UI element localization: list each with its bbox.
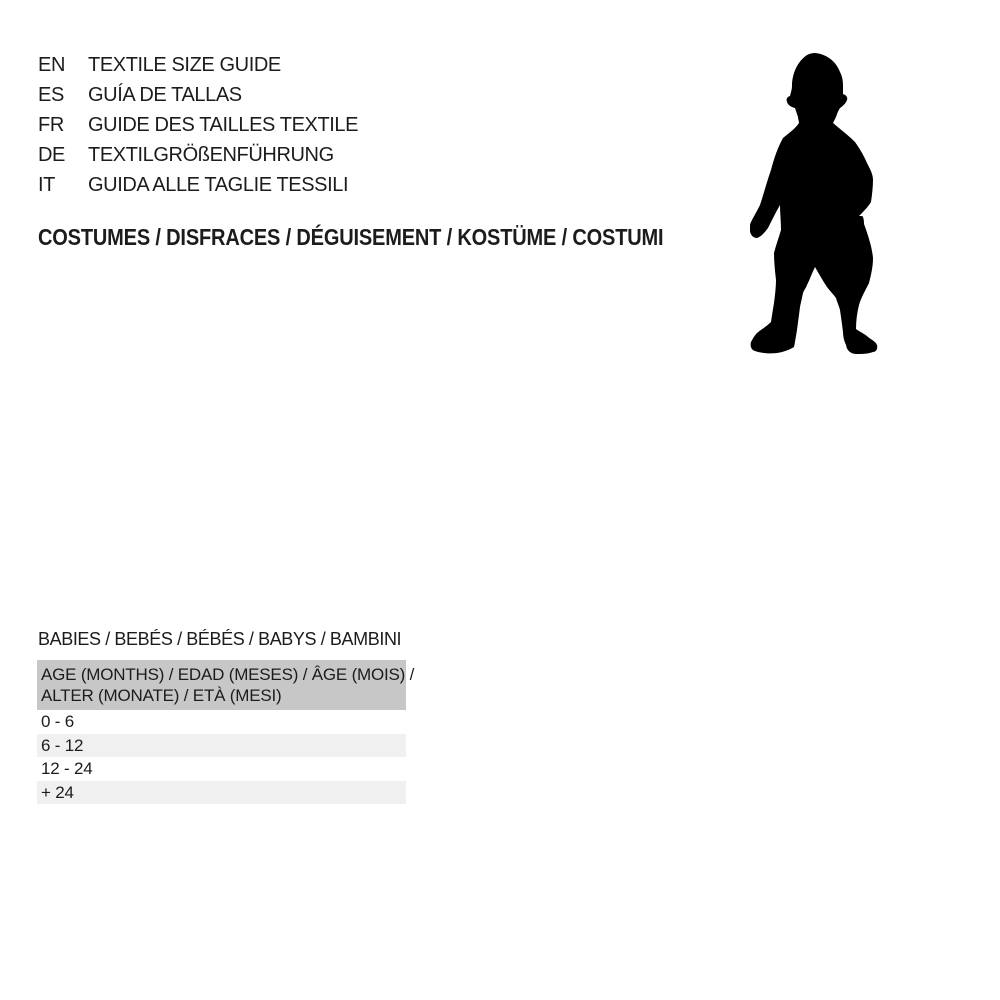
age-range-row: 0 - 6 [41,712,75,731]
age-table-header [37,660,415,710]
language-title-row [38,170,358,200]
language-code: IT [38,174,55,196]
age-table-header-line: AGE (MONTHS) / EDAD (MESES) / ÂGE (MOIS) / [41,665,415,684]
language-title-row [38,50,358,80]
language-title-row [38,110,358,140]
age-range-row: 6 - 12 [37,734,406,758]
category-heading: COSTUMES / DISFRACES / DÉGUISEMENT / KOSTÜME / COSTUMI [38,224,664,250]
language-title: TEXTILGRÖßENFÜHRUNG [88,144,334,166]
language-code: DE [38,144,65,166]
language-title-row [38,80,358,110]
age-table-header-line: ALTER (MONATE) / ETÀ (MESI) [41,686,282,705]
language-code: ES [38,84,64,106]
language-title: GUIDA ALLE TAGLIE TESSILI [88,174,349,196]
language-title-row [38,140,358,170]
age-range-row: + 24 [37,781,406,805]
language-title: GUÍA DE TALLAS [88,84,242,106]
language-code: EN [38,54,65,76]
language-code: FR [38,114,64,136]
age-size-table [37,660,415,804]
language-title-list [38,50,358,200]
language-title: TEXTILE SIZE GUIDE [88,54,281,76]
age-range-row: 12 - 24 [41,759,93,778]
baby-silhouette-icon [750,53,878,356]
size-table-title: BABIES / BEBÉS / BÉBÉS / BABYS / BAMBINI [38,629,402,649]
language-title: GUIDE DES TAILLES TEXTILE [88,114,359,136]
baby-silhouette-figure [750,53,878,356]
